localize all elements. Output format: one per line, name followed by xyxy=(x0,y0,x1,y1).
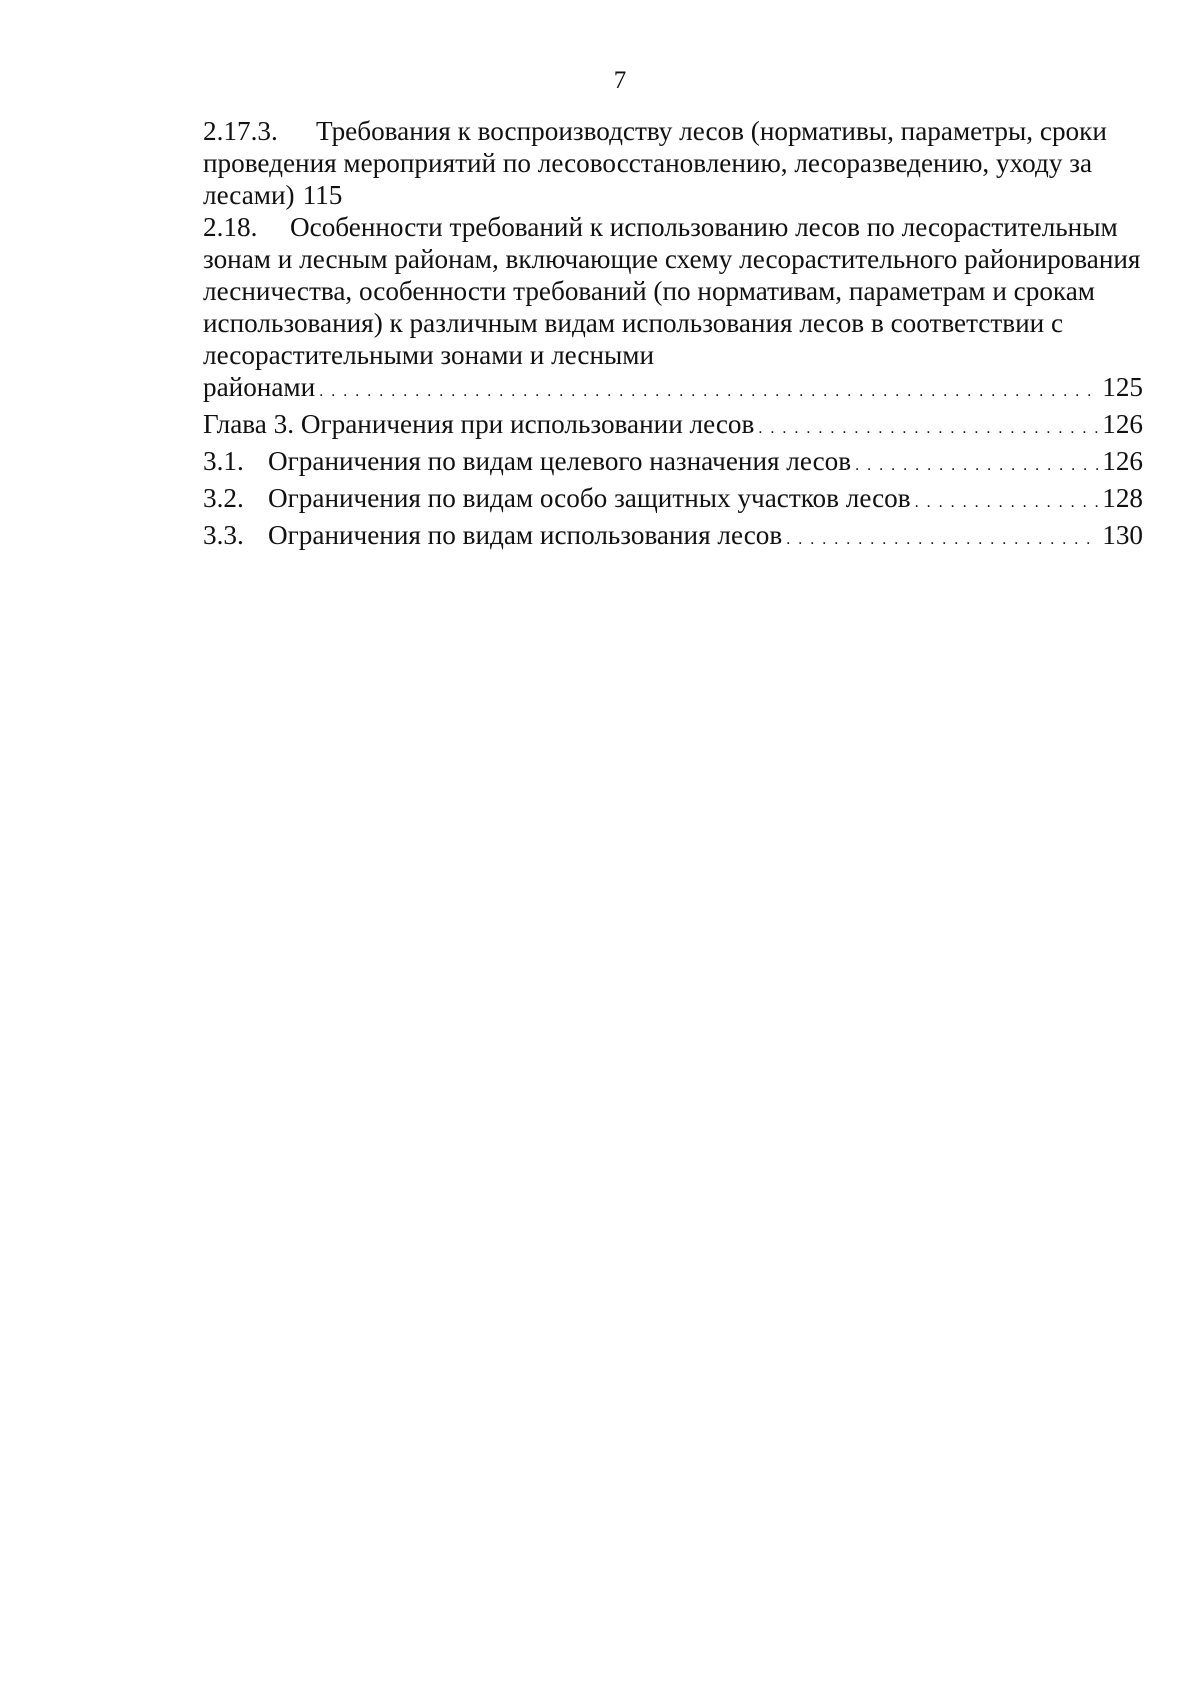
page-number: 7 xyxy=(613,67,627,94)
toc-entry-page: 125 xyxy=(1102,372,1143,402)
toc-entry-page: 115 xyxy=(302,180,343,210)
toc-entry-number: 2.17.3. xyxy=(203,116,278,146)
toc-entry-page: 126 xyxy=(1102,446,1143,476)
toc-entry-page: 130 xyxy=(1102,520,1143,550)
dot-leader xyxy=(758,413,1098,445)
toc-entry-2-18 xyxy=(203,211,1143,371)
toc-entry-title: Ограничения по видам особо защитных участков лесов xyxy=(268,483,911,513)
toc-entry-chapter-3 xyxy=(203,408,1143,445)
toc-entry-number: 3.2. xyxy=(203,483,244,513)
dot-leader xyxy=(855,450,1098,482)
dot-leader xyxy=(915,487,1099,519)
toc-entry-page: 128 xyxy=(1102,483,1143,513)
toc-entry-2-18-tail xyxy=(203,371,1143,408)
toc-entry-title: Особенности требований к использованию лесов по лесорастительным зонам и лесным районам, включающие схему лесорастительного районирования лесничества, особенности требований (по нормативам, параметрам и срокам использования) к различным видам использования лесов в соответствии с лесорастительными зонами и лесными xyxy=(203,212,1141,370)
dot-leader xyxy=(319,376,1098,408)
toc-entry-title: Требования к воспроизводству лесов (нормативы, параметры, сроки проведения мероприятий по лесовосстановлению, лесоразведению, уходу за лесами) xyxy=(203,116,1107,210)
toc-entry-title-end: районами xyxy=(203,372,316,402)
toc-entry-title: Глава 3. Ограничения при использовании лесов xyxy=(203,409,755,439)
toc-entry-number: 3.3. xyxy=(203,520,244,550)
table-of-contents xyxy=(203,115,1143,556)
toc-entry-3-3 xyxy=(203,519,1143,556)
dot-leader xyxy=(786,524,1098,556)
toc-entry-3-2 xyxy=(203,482,1143,519)
toc-entry-number: 2.18. xyxy=(203,212,258,242)
toc-entry-3-1 xyxy=(203,445,1143,482)
toc-entry-number: 3.1. xyxy=(203,446,244,476)
toc-entry-title: Ограничения по видам целевого назначения лесов xyxy=(268,446,852,476)
toc-entry-2-17-3 xyxy=(203,115,1143,211)
toc-entry-title: Ограничения по видам использования лесов xyxy=(268,520,783,550)
toc-entry-page: 126 xyxy=(1102,409,1143,439)
